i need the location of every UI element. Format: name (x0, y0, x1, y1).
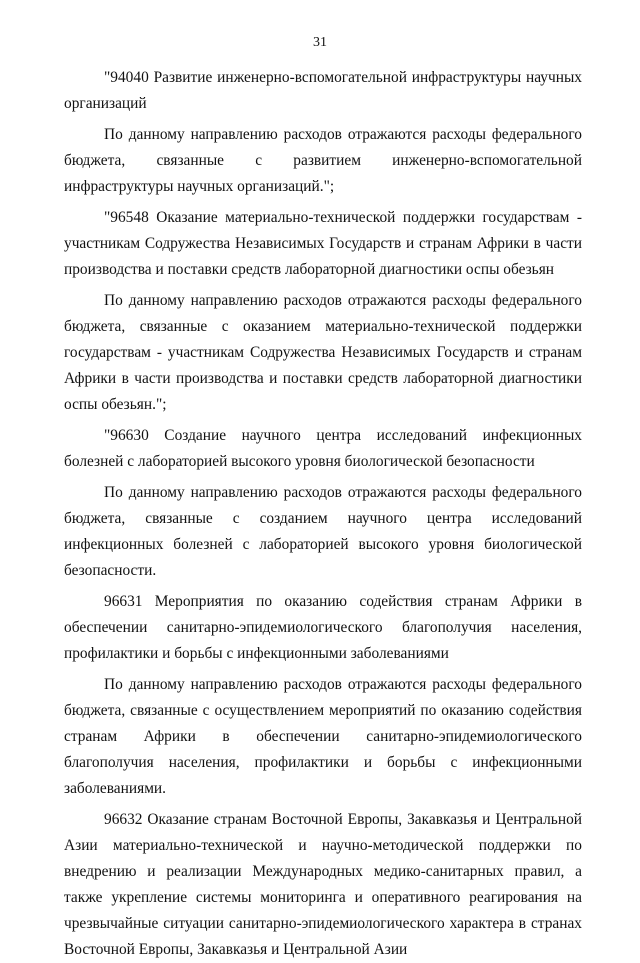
paragraph-96548-heading: "96548 Оказание материально-технической поддержки государствам - участникам Содружества Независимых Государств и странам Африки в части производства и поставки средств лабораторной диагностики оспы обезьян (64, 209, 582, 278)
paragraph-96631-heading: 96631 Мероприятия по оказанию содействия странам Африки в обеспечении санитарно-эпидемиологического благополучия населения, профилактики и борьбы с инфекционными заболеваниями (64, 593, 582, 662)
paragraph-96630-heading: "96630 Создание научного центра исследований инфекционных болезней с лабораторией высокого уровня биологической безопасности (64, 427, 582, 470)
page-number: 31 (313, 35, 327, 50)
paragraph-94040-description: По данному направлению расходов отражаются расходы федерального бюджета, связанные с развитием инженерно-вспомогательной инфраструктуры научных организаций."; (64, 126, 582, 195)
paragraph-96630-description: По данному направлению расходов отражаются расходы федерального бюджета, связанные с созданием научного центра исследований инфекционных болезней с лабораторией высокого уровня биологической безопасности. (64, 484, 582, 579)
paragraph-96632-heading: 96632 Оказание странам Восточной Европы, Закавказья и Центральной Азии материально-технической и научно-методической поддержки по внедрению и реализации Международных медико-санитарных правил, а также укрепление системы мониторинга и оперативного реагирования на чрезвычайные ситуации санитарно-эпидемиологического характера в странах Восточной Европы, Закавказья и Центральной Азии (64, 811, 582, 958)
paragraph-96631-description: По данному направлению расходов отражаются расходы федерального бюджета, связанные с осуществлением мероприятий по оказанию содействия странам Африки в обеспечении санитарно-эпидемиологического благополучия населения, профилактики и борьбы с инфекционными заболеваниями. (64, 676, 582, 797)
paragraph-94040-heading: "94040 Развитие инженерно-вспомогательной инфраструктуры научных организаций (64, 69, 582, 112)
document-body (64, 65, 582, 963)
paragraph-96548-description: По данному направлению расходов отражаются расходы федерального бюджета, связанные с оказанием материально-технической поддержки государствам - участникам Содружества Независимых Государств и странам Африки в части производства и поставки средств лабораторной диагностики оспы обезьян."; (64, 292, 582, 413)
